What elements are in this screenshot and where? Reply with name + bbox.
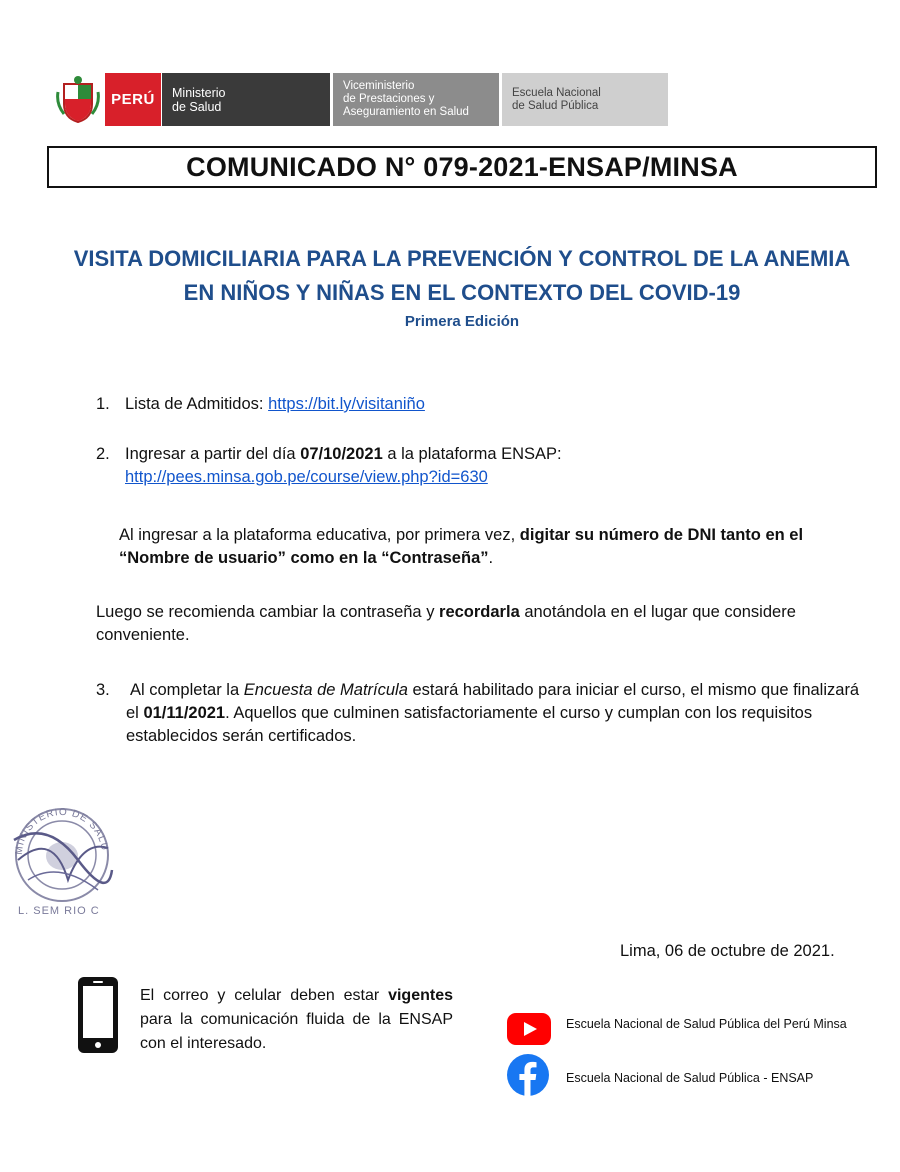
item-2-note-a: Al ingresar a la plataforma educativa, por primera vez, bbox=[119, 526, 520, 544]
date-line: Lima, 06 de octubre de 2021. bbox=[620, 942, 835, 960]
ministerio-line2: de Salud bbox=[172, 99, 222, 114]
ministerio-line1: Ministerio bbox=[172, 85, 226, 100]
signer-name-fragment: L. SEM RIO C bbox=[18, 905, 100, 917]
item-3 bbox=[126, 679, 871, 748]
item-1 bbox=[125, 393, 865, 416]
item-2-note-bold: digitar su número de DNI tanto en el “Nombre de usuario” como en la “Contraseña” bbox=[119, 526, 804, 567]
ministerio-block bbox=[162, 73, 330, 126]
contact-note-b: para la comunicación fluida de la ENSAP con el interesado. bbox=[140, 1011, 453, 1052]
edition-label: Primera Edición bbox=[404, 313, 520, 330]
escuela-block bbox=[502, 73, 668, 126]
para-text-a: Luego se recomienda cambiar la contraseña y bbox=[96, 603, 440, 621]
vice-line3: Aseguramiento en Salud bbox=[343, 106, 469, 118]
item-2-number: 2. bbox=[96, 445, 110, 463]
escuela-line1: Escuela Nacional bbox=[512, 86, 601, 99]
ensap-platform-link[interactable]: http://pees.minsa.gob.pe/course/view.php?id=630 bbox=[125, 468, 488, 486]
viceministerio-block bbox=[333, 73, 499, 126]
peru-brand-block bbox=[105, 73, 161, 126]
item-2-note-end: . bbox=[488, 549, 494, 567]
item-3-text-b: estará habilitado para iniciar el curso, el mismo que finalizará el bbox=[126, 681, 860, 722]
item-2-note bbox=[119, 524, 859, 570]
item-1-text: Lista de Admitidos: bbox=[125, 395, 269, 413]
mobile-phone-icon bbox=[76, 975, 120, 1055]
item-3-number: 3. bbox=[96, 681, 110, 699]
subtitle-line-2: EN NIÑOS Y NIÑAS EN EL CONTEXTO DEL COVID-19 bbox=[183, 280, 741, 305]
password-paragraph bbox=[96, 601, 866, 647]
admitted-list-link[interactable]: https://bit.ly/visitaniño bbox=[268, 395, 425, 413]
peru-label: PERÚ bbox=[111, 91, 155, 108]
contact-note-bold: vigentes bbox=[388, 987, 453, 1004]
item-2-text-a: Ingresar a partir del día bbox=[125, 445, 301, 463]
subtitle-line-1: VISITA DOMICILIARIA PARA LA PREVENCIÓN Y CONTROL DE LA ANEMIA bbox=[73, 246, 851, 271]
item-3-italic: Encuesta de Matrícula bbox=[243, 681, 408, 699]
facebook-icon[interactable] bbox=[506, 1053, 550, 1097]
para-bold: recordarla bbox=[439, 603, 520, 621]
communique-title bbox=[47, 146, 877, 188]
item-2 bbox=[125, 443, 865, 489]
escuela-line2: de Salud Pública bbox=[512, 99, 599, 112]
seal-ring-text: MINISTERIO DE SALU bbox=[13, 806, 110, 856]
facebook-page-label[interactable]: Escuela Nacional de Salud Pública - ENSAP bbox=[566, 1071, 814, 1085]
item-2-text-b: a la plataforma ENSAP: bbox=[382, 445, 562, 463]
item-3-date: 01/11/2021 bbox=[143, 704, 226, 722]
youtube-channel-label[interactable]: Escuela Nacional de Salud Pública del Perú Minsa bbox=[566, 1017, 847, 1031]
youtube-icon[interactable] bbox=[506, 1012, 552, 1046]
item-2-date: 07/10/2021 bbox=[300, 445, 383, 463]
contact-note-a: El correo y celular deben estar bbox=[140, 987, 389, 1004]
item-1-number: 1. bbox=[96, 395, 110, 413]
para-text-b: anotándola en el lugar que considere conveniente. bbox=[96, 603, 796, 644]
item-3-text-a: Al completar la bbox=[130, 681, 244, 699]
communique-title-text: COMUNICADO N° 079-2021-ENSAP/MINSA bbox=[186, 151, 738, 182]
vice-line2: de Prestaciones y bbox=[343, 93, 435, 105]
item-3-text-c: . Aquellos que culminen satisfactoriamente el curso y cumplan con los requisitos establecidos serán certificados. bbox=[126, 704, 813, 745]
vice-line1: Viceministerio bbox=[343, 80, 415, 92]
contact-note bbox=[140, 984, 453, 1056]
peru-coat-of-arms-logo bbox=[56, 74, 100, 124]
